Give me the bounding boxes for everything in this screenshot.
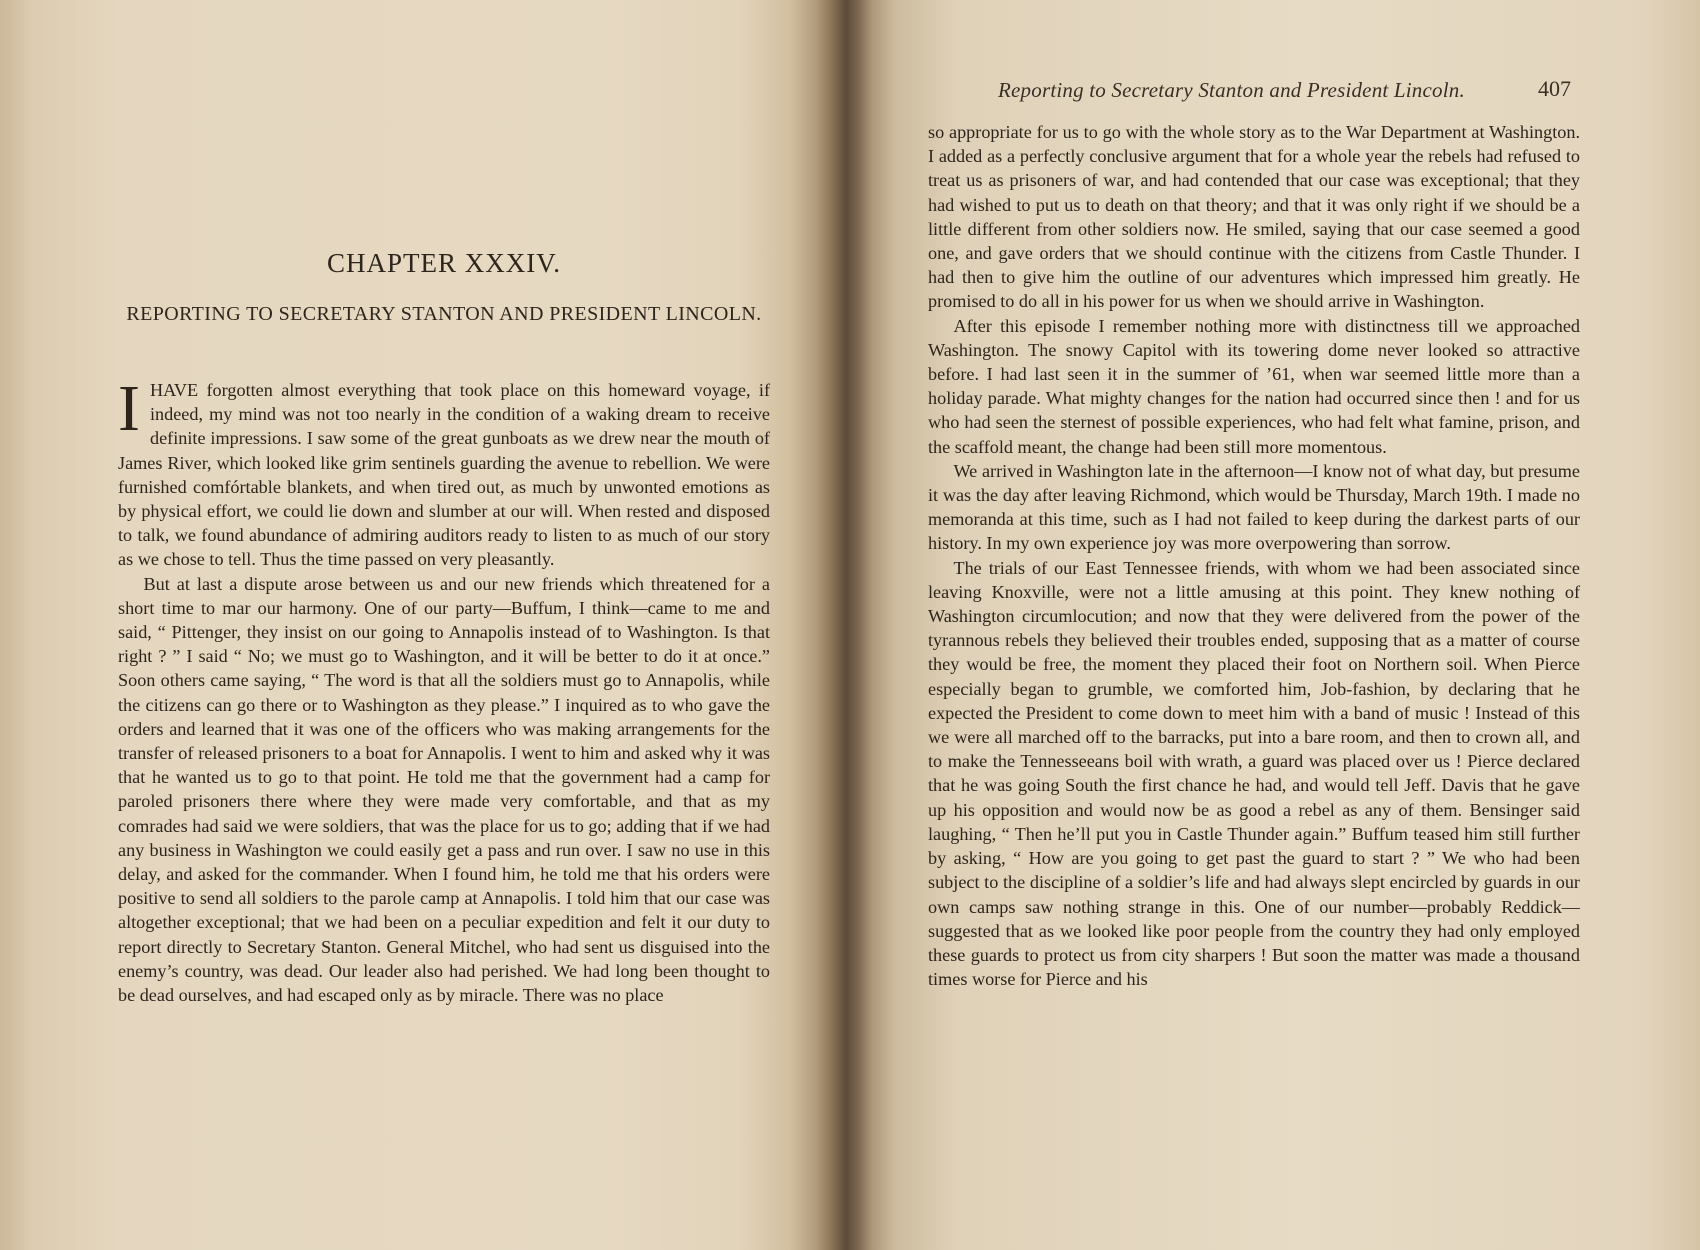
chapter-subtitle: REPORTING TO SECRETARY STANTON AND PRESIDENT LINCOLN. (126, 303, 762, 325)
paragraph: so appropriate for us to go with the whole story as to the War Department at Washington. I added as a perfectly conclusive argument that for a whole year the rebels had refused to treat us as prisoners of war, and had contended that our case was exceptional; that they had wished to put us to death on that theory; and that it was only right if we should be a little different from other soldiers now. He smiled, saying that our case seemed a good one, and gave orders that we should continue with the citizens from Castle Thunder. I had then to give him the outline of our adventures which impressed him greatly. He promised to do all in his power for us when we should arrive in Washington. (928, 122, 1580, 312)
right-page (855, 0, 1700, 1250)
paragraph: But at last a dispute arose between us and our new friends which threatened for a short time to mar our harmony. One of our party—Buffum, I think—came to me and said, “ Pittenger, they insist on our going to Annapolis instead of to Washington. Is that right ? ” I said “ No; we must go to Washington, and it will be better to do it at once.” Soon others came saying, “ The word is that all the soldiers must go to Annapolis, while the citizens can go there or to Washington as they please.” I inquired as to who gave the orders and learned that it was one of the officers who was making arrangements for the transfer of released prisoners to a boat for Annapolis. I went to him and asked why it was that he wanted us to go to that point. He told me that the government had a camp for paroled prisoners there where they were made very comfortable, and that as my comrades had said we were soldiers, that was the place for us to go; adding that if we had any business in Washington we could easily get a pass and run over. I saw no use in this delay, and asked for the commander. When I found him, he told me that his orders were positive to send all soldiers to the parole camp at Annapolis. I told him that our case was altogether exceptional; that we had been on a peculiar expedition and felt it our duty to report directly to Secretary Stanton. General Mitchel, who had sent us disguised into the enemy’s country, was dead. Our leader also had perished. We had long been thought to be dead ourselves, and had escaped only as by miracle. There was no place (118, 573, 770, 1006)
paragraph-text: HAVE forgotten almost everything that took place on this homeward voyage, if indeed, my mind was not too nearly in the condition of a waking dream to receive definite impressions. I saw some of the great gunboats as we drew near the mouth of James River, which looked like grim sentinels guarding the avenue to rebellion. We were furnished comfórtable blankets, and when tired out, as much by unwonted emotions as by physical effort, we could lie down and slumber at our will. When rested and disposed to talk, we found abundance of admiring auditors ready to listen to as much of our story as we chose to tell. Thus the time passed on very pleasantly. (118, 380, 770, 570)
drop-cap: I (118, 372, 140, 445)
left-body-text (118, 372, 770, 1007)
paragraph (118, 372, 770, 572)
running-head: Reporting to Secretary Stanton and President Lincoln. (998, 78, 1465, 102)
chapter-title: CHAPTER XXXIV. (326, 248, 562, 278)
paragraph: We arrived in Washington late in the afternoon—I know not of what day, but presume it was the day after leaving Richmond, which would be Thursday, March 19th. I made no memoranda at this time, such as I had not failed to keep during the darkest parts of our history. In my own experience joy was more overpowering than sorrow. (928, 460, 1580, 554)
right-body-text (928, 120, 1580, 991)
left-page (0, 0, 840, 1250)
paragraph: The trials of our East Tennessee friends, with whom we had been associated since leaving Knoxville, were not a little amusing at this point. They knew nothing of Washington circumlocution; and now that they were delivered from the power of the tyrannous rebels they believed their troubles ended, supposing that as a matter of course they would be free, the moment they placed their foot on Northern soil. When Pierce especially began to grumble, we comforted him, Job-fashion, by declaring that he expected the President to come down to meet him with a band of music ! Instead of this we were all marched off to the barracks, put into a bare room, and then to crown all, and to make the Tennesseeans boil with wrath, a guard was placed over us ! Pierce declared that he was going South the first chance he had, and would tell Jeff. Davis that he gave up his opposition and would now be as good a rebel as any of them. Bensinger said laughing, “ Then he’ll put you in Castle Thunder again.” Buffum teased him still further by asking, “ How are you going to get past the guard to start ? ” We who had been subject to the discipline of a soldier’s life and had always slept encircled by guards in our own camps saw nothing strange in this. One of our number—probably Reddick—suggested that as we looked like poor people from the country they had only employed these guards to protect us from city sharpers ! But soon the matter was made a thousand times worse for Pierce and his (928, 557, 1580, 990)
paragraph: After this episode I remember nothing more with distinctness till we approached Washington. The snowy Capitol with its towering dome never looked so attractive before. I had last seen it in the summer of ’61, when war seemed little more than a holiday parade. What mighty changes for the nation had occurred since then ! and for us who had seen the sternest of possible experiences, who had felt what famine, prison, and the scaffold meant, the change had been still more momentous. (928, 315, 1580, 457)
page-number: 407 (1538, 76, 1571, 101)
